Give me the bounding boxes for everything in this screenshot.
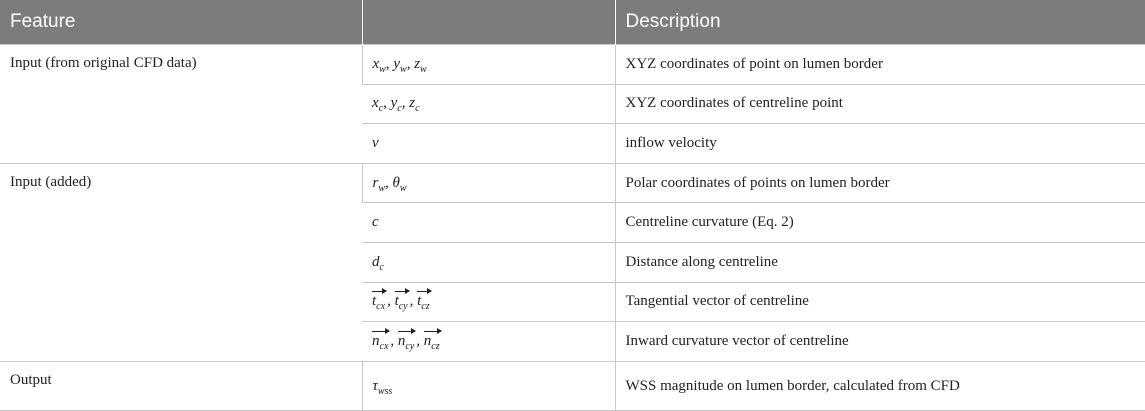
- symbol-t-vectors: $t_{cx}$ , $t_{cy}$ , $t_{cz}$: [362, 282, 615, 322]
- description: WSS magnitude on lumen border, calculated from CFD: [615, 361, 1145, 411]
- vector-arrow-icon: $t_{cz}$: [417, 293, 430, 313]
- group-added-label: Input (added): [0, 163, 362, 361]
- symbol-xyz-c: $x_c$, $y_c$, $z_c$: [362, 84, 615, 124]
- header-description: Description: [615, 0, 1145, 45]
- symbol-v: v: [362, 124, 615, 164]
- vector-arrow-icon: $n_{cz}$: [423, 332, 440, 352]
- vector-arrow-icon: $n_{cy}$: [397, 332, 415, 352]
- vector-arrow-icon: $t_{cy}$: [394, 293, 408, 313]
- vector-arrow-icon: $n_{cx}$: [372, 332, 389, 352]
- header-feature: Feature: [0, 0, 362, 45]
- header-symbol: [362, 0, 615, 45]
- table-row: [0, 361, 1145, 411]
- description: XYZ coordinates of centreline point: [615, 84, 1145, 124]
- symbol-r-theta: $r_w$, $\theta_w$: [362, 163, 615, 203]
- table-row: [0, 45, 1145, 85]
- symbol-d-c: $d_c$: [362, 242, 615, 282]
- symbol-tau-wss: $\tau_{wss}$: [362, 361, 615, 411]
- vector-arrow-icon: $t_{cx}$: [372, 293, 386, 313]
- symbol-n-vectors: $n_{cx}$ , $n_{cy}$ , $n_{cz}$: [362, 322, 615, 362]
- group-original-label: Input (from original CFD data): [0, 45, 362, 164]
- description: XYZ coordinates of point on lumen border: [615, 45, 1145, 85]
- table-row: [0, 163, 1145, 203]
- description: Distance along centreline: [615, 242, 1145, 282]
- group-output-label: Output: [0, 361, 362, 411]
- symbol-xyz-w: $x_w$, $y_w$, $z_w$: [362, 45, 615, 85]
- description: Centreline curvature (Eq. 2): [615, 203, 1145, 243]
- description: Inward curvature vector of centreline: [615, 322, 1145, 362]
- description: Tangential vector of centreline: [615, 282, 1145, 322]
- description: inflow velocity: [615, 124, 1145, 164]
- header-row: [0, 0, 1145, 45]
- description: Polar coordinates of points on lumen border: [615, 163, 1145, 203]
- symbol-c: c: [362, 203, 615, 243]
